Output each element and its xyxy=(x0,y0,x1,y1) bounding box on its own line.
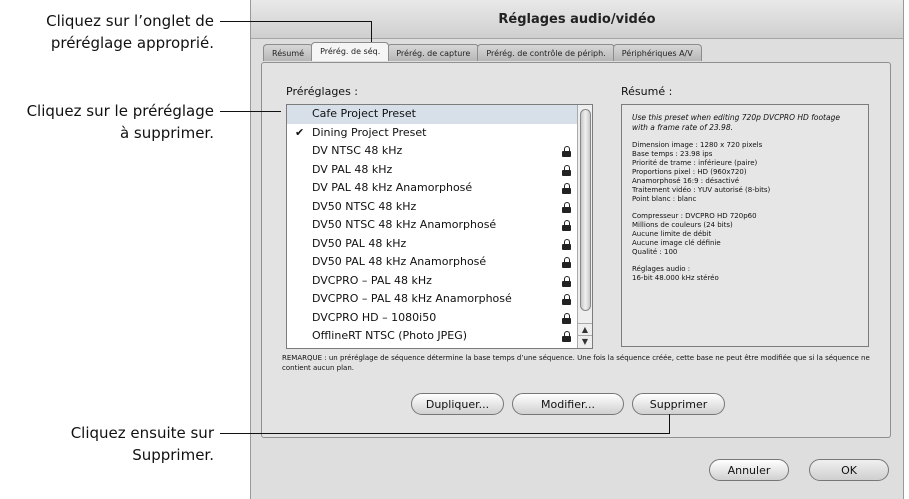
summary-line: Compresseur : DVCPRO HD 720p60 xyxy=(632,212,757,220)
lock-icon xyxy=(562,165,571,176)
leader-line-delete-h xyxy=(220,433,670,434)
summary-line: Réglages audio : xyxy=(632,265,691,273)
preset-list-item[interactable] xyxy=(287,216,592,235)
callout-delete-line1: Cliquez ensuite sur xyxy=(70,424,214,442)
summary-line: Base temps : 23.98 ips xyxy=(632,150,713,158)
tab-panel xyxy=(261,62,891,438)
summary-line: 16-bit 48.000 kHz stéréo xyxy=(632,274,719,282)
preset-name: DVCPRO – PAL 48 kHz xyxy=(312,273,432,287)
preset-name: DV50 PAL 48 kHz xyxy=(312,236,407,250)
scroll-thumb[interactable] xyxy=(580,109,591,311)
scroll-down-arrow-icon[interactable]: ▼ xyxy=(578,335,592,348)
window-title: Réglages audio/vidéo xyxy=(251,0,903,39)
summary-line: Qualité : 100 xyxy=(632,248,678,256)
lock-icon xyxy=(562,331,571,342)
callout-preset-line1: Cliquez sur le préréglage xyxy=(26,102,214,120)
lock-icon xyxy=(562,220,571,231)
tab-summary[interactable]: Résumé xyxy=(263,44,313,61)
callout-preset xyxy=(0,100,214,144)
callout-tab-line2: préréglage approprié. xyxy=(50,34,214,52)
preset-name: DVCPRO HD – 1080i50 xyxy=(312,310,437,324)
lock-icon xyxy=(562,257,571,268)
summary-line: Aucune limite de débit xyxy=(632,230,712,238)
leader-line-preset xyxy=(220,111,281,112)
callout-delete-line2: Supprimer. xyxy=(132,446,214,464)
summary-line: Priorité de trame : inférieure (paire) xyxy=(632,159,758,167)
preset-list-item[interactable] xyxy=(287,124,592,143)
lock-icon xyxy=(562,276,571,287)
leader-line-tab-h xyxy=(220,21,372,22)
list-scrollbar[interactable] xyxy=(577,105,592,348)
preset-list-item[interactable] xyxy=(287,142,592,161)
summary-line: Aucune image clé définie xyxy=(632,239,721,247)
lock-icon xyxy=(562,313,571,324)
preset-list-item[interactable] xyxy=(287,272,592,291)
ok-button[interactable]: OK xyxy=(809,459,889,481)
tab-capture-presets[interactable]: Prérég. de capture xyxy=(387,44,479,61)
summary-video-settings xyxy=(632,141,858,204)
summary-label: Résumé : xyxy=(621,85,673,98)
summary-compressor-settings xyxy=(632,212,858,257)
summary-audio-settings xyxy=(632,265,858,283)
tab-av-devices[interactable]: Périphériques A/V xyxy=(613,44,702,61)
lock-icon xyxy=(562,146,571,157)
summary-line: Dimension image : 1280 x 720 pixels xyxy=(632,141,763,149)
preset-name: DVCPRO – PAL 48 kHz Anamorphosé xyxy=(312,292,512,305)
summary-description: Use this preset when editing 720p DVCPRO HD footage with a frame rate of 23.98. xyxy=(632,113,840,132)
summary-line: Proportions pixel : HD (960x720) xyxy=(632,168,747,176)
preset-list-item[interactable] xyxy=(287,253,592,272)
preset-name: Cafe Project Preset xyxy=(312,107,416,120)
summary-line: Millions de couleurs (24 bits) xyxy=(632,221,733,229)
preset-name: DV PAL 48 kHz Anamorphosé xyxy=(312,181,473,194)
leader-line-delete-v xyxy=(669,414,670,434)
lock-icon xyxy=(562,202,571,213)
summary-box xyxy=(621,104,869,347)
preset-list-item[interactable] xyxy=(287,198,592,217)
preset-list-item[interactable] xyxy=(287,161,592,180)
preset-name: DV50 PAL 48 kHz Anamorphosé xyxy=(312,255,487,268)
presets-list[interactable] xyxy=(286,104,593,349)
preset-list-item[interactable] xyxy=(287,327,592,346)
lock-icon xyxy=(562,239,571,250)
preset-name: DV PAL 48 kHz xyxy=(312,162,393,176)
settings-window xyxy=(250,0,904,499)
preset-name: DV50 NTSC 48 kHz Anamorphosé xyxy=(312,218,497,231)
preset-name: Dining Project Preset xyxy=(312,125,427,139)
tab-sequence-presets[interactable]: Prérég. de séq. xyxy=(311,42,389,61)
summary-line: Point blanc : blanc xyxy=(632,195,697,203)
preset-list-item[interactable] xyxy=(287,105,592,124)
cancel-button[interactable]: Annuler xyxy=(709,459,789,481)
presets-label: Préréglages : xyxy=(286,85,358,98)
tab-bar xyxy=(263,44,700,62)
checkmark-icon: ✔ xyxy=(295,125,305,139)
callout-tab xyxy=(0,10,214,54)
lock-icon xyxy=(562,183,571,194)
preset-name: DV50 NTSC 48 kHz xyxy=(312,199,417,213)
note-text: REMARQUE : un préréglage de séquence détermine la base temps d’une séquence. Une fois la séquence créée, cette base ne peut être modifiée que si la séquence ne contient aucun plan. xyxy=(282,354,870,372)
summary-line: Traitement vidéo : YUV autorisé (8-bits) xyxy=(632,186,771,194)
preset-list-item[interactable] xyxy=(287,235,592,254)
preset-name: DV NTSC 48 kHz xyxy=(312,144,403,157)
preset-list-item[interactable] xyxy=(287,309,592,328)
delete-button[interactable]: Supprimer xyxy=(632,393,725,415)
preset-name: OfflineRT NTSC (Photo JPEG) xyxy=(312,329,468,342)
tab-device-control-presets[interactable]: Prérég. de contrôle de périph. xyxy=(477,44,614,61)
callout-delete xyxy=(0,422,214,466)
lock-icon xyxy=(562,294,571,305)
scroll-up-arrow-icon[interactable]: ▲ xyxy=(578,323,592,336)
edit-button[interactable]: Modifier... xyxy=(512,393,624,415)
preset-list-item[interactable] xyxy=(287,179,592,198)
callout-tab-line1: Cliquez sur l’onglet de xyxy=(46,12,214,30)
preset-list-item[interactable] xyxy=(287,290,592,309)
callout-preset-line2: à supprimer. xyxy=(119,124,214,142)
preset-rows xyxy=(287,105,592,346)
duplicate-button[interactable]: Dupliquer... xyxy=(411,393,504,415)
summary-line: Anamorphosé 16:9 : désactivé xyxy=(632,177,740,185)
